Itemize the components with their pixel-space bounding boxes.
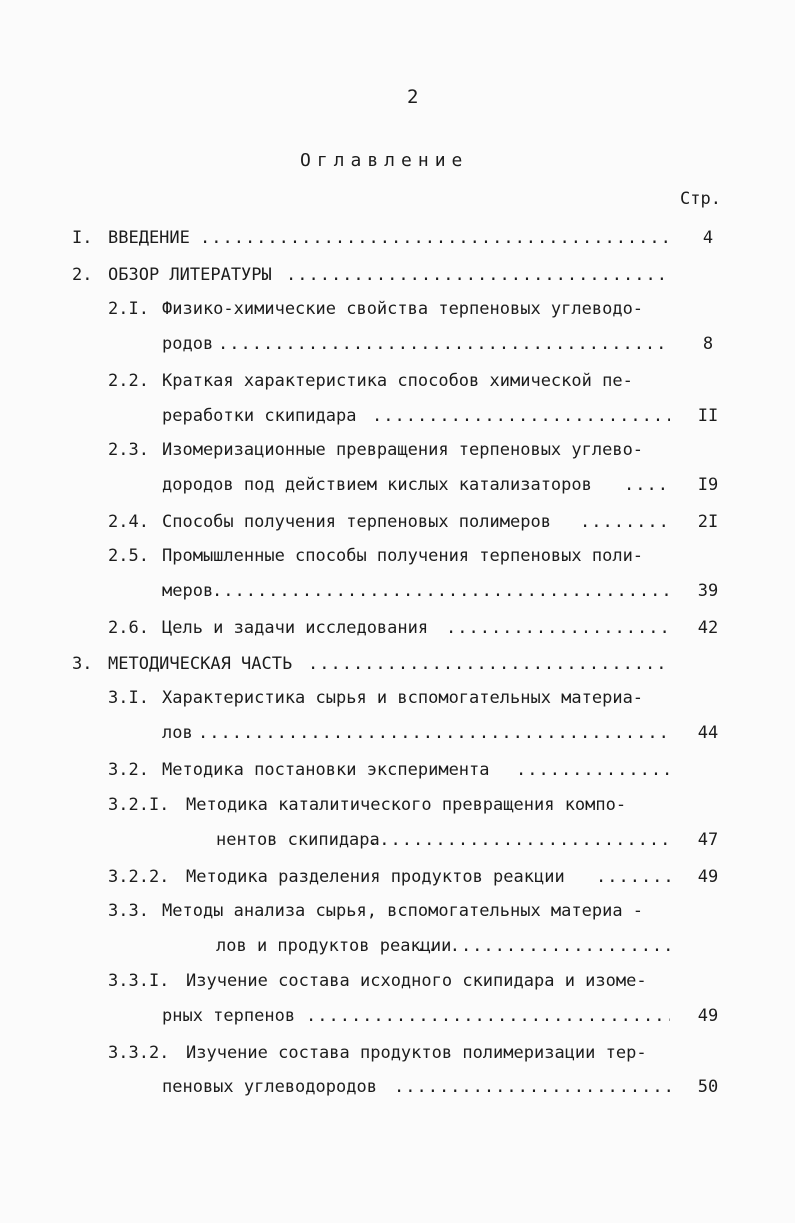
section-number: 2. <box>72 265 93 285</box>
section-title-cont: реработки скипидара <box>162 406 357 426</box>
dot-leader <box>624 473 670 497</box>
page-number: 2 <box>407 86 419 108</box>
page-ref: 50 <box>697 1077 719 1097</box>
section-number: 3.2.2. <box>108 867 170 887</box>
dot-leader <box>516 758 670 782</box>
section-title-cont: пеновых углеводородов <box>162 1077 377 1097</box>
dot-leader <box>286 263 670 287</box>
section-title: Физико-химические свойства терпеновых углеводо- <box>162 299 644 319</box>
page-ref: 8 <box>702 334 714 354</box>
dot-leader <box>198 721 670 745</box>
dot-leader <box>306 1004 670 1028</box>
page-ref: II <box>697 406 719 426</box>
section-title-cont: нентов скипидара <box>216 830 380 850</box>
section-number: 3.3.2. <box>108 1043 170 1063</box>
dot-leader <box>212 579 670 603</box>
page-column-label: Стр. <box>680 189 721 209</box>
page-ref: 49 <box>697 1006 719 1026</box>
page-ref: 49 <box>697 867 719 887</box>
section-title-cont: родов <box>162 334 214 354</box>
section-title: Изучение состава исходного скипидара и изоме- <box>186 971 647 991</box>
section-title: Способы получения терпеновых полимеров <box>162 512 551 532</box>
dot-leader <box>368 828 670 852</box>
section-title: МЕТОДИЧЕСКАЯ ЧАСТЬ <box>108 654 293 674</box>
section-title: Характеристика сырья и вспомогательных материа- <box>162 688 644 708</box>
toc-entry[interactable] <box>0 226 795 250</box>
toc-entry-continuation[interactable] <box>0 579 795 603</box>
page-ref: 44 <box>697 723 719 743</box>
section-title: ВВЕДЕНИЕ <box>108 228 190 248</box>
toc-entry-continuation[interactable] <box>0 332 795 356</box>
toc-entry-continuation[interactable] <box>0 1004 795 1028</box>
toc-entry[interactable] <box>0 758 795 782</box>
toc-entry[interactable] <box>0 510 795 534</box>
dot-leader <box>218 332 670 356</box>
section-number: 2.3. <box>108 440 149 460</box>
dot-leader <box>580 510 670 534</box>
section-title-cont: рных терпенов <box>162 1006 296 1026</box>
section-title: Промышленные способы получения терпеновых поли- <box>162 546 644 566</box>
section-title: Методика каталитического превращения компо- <box>186 795 627 815</box>
toc-entry-continuation[interactable] <box>0 828 795 852</box>
toc-entry-continuation[interactable] <box>0 1075 795 1099</box>
toc-entry[interactable] <box>0 865 795 889</box>
page-ref: I9 <box>697 475 719 495</box>
section-number: 3.2. <box>108 760 149 780</box>
section-title: Методика постановки эксперимента <box>162 760 490 780</box>
section-number: 3.3.I. <box>108 971 170 991</box>
toc-entry[interactable] <box>0 616 795 640</box>
toc-entry-continuation[interactable] <box>0 721 795 745</box>
page-ref: 47 <box>697 830 719 850</box>
section-number: 3.3. <box>108 901 149 921</box>
dot-leader <box>394 1075 670 1099</box>
page-ref: 39 <box>697 581 719 601</box>
section-title: Краткая характеристика способов химической пе- <box>162 371 633 391</box>
page-ref: 2I <box>697 512 719 532</box>
section-title: Методы анализа сырья, вспомогательных материа - <box>162 901 644 921</box>
dot-leader <box>446 616 670 640</box>
toc-entry[interactable] <box>0 438 795 462</box>
section-number: 2.5. <box>108 546 149 566</box>
dot-leader <box>416 934 670 958</box>
section-number: 2.6. <box>108 618 149 638</box>
toc-entry[interactable] <box>0 297 795 321</box>
dot-leader <box>372 404 670 428</box>
toc-entry[interactable] <box>0 652 795 676</box>
section-number: 2.4. <box>108 512 149 532</box>
dot-leader <box>200 226 670 250</box>
toc-entry[interactable] <box>0 793 795 817</box>
section-number: 3.I. <box>108 688 149 708</box>
section-number: 2.2. <box>108 371 149 391</box>
section-title: Изучение состава продуктов полимеризации тер- <box>186 1043 647 1063</box>
toc-entry-continuation[interactable] <box>0 934 795 958</box>
section-number: 2.I. <box>108 299 149 319</box>
page-ref: 42 <box>697 618 719 638</box>
dot-leader <box>596 865 670 889</box>
page-ref: 4 <box>702 228 714 248</box>
dot-leader <box>308 652 670 676</box>
section-title: ОБЗОР ЛИТЕРАТУРЫ <box>108 265 272 285</box>
toc-entry[interactable] <box>0 1041 795 1065</box>
section-title-cont: лов <box>162 723 193 743</box>
section-number: I. <box>72 228 93 248</box>
toc-entry[interactable] <box>0 544 795 568</box>
toc-entry[interactable] <box>0 263 795 287</box>
section-title-cont: лов и продуктов реакции <box>216 936 452 956</box>
section-title-cont: дородов под действием кислых катализаторов <box>162 475 592 495</box>
section-title: Цель и задачи исследования <box>162 618 429 638</box>
toc-entry[interactable] <box>0 369 795 393</box>
toc-title: Оглавление <box>300 150 469 171</box>
section-title: Методика разделения продуктов реакции <box>186 867 565 887</box>
toc-entry-continuation[interactable] <box>0 473 795 497</box>
section-number: 3.2.I. <box>108 795 170 815</box>
toc-entry[interactable] <box>0 969 795 993</box>
toc-entry[interactable] <box>0 686 795 710</box>
toc-entry-continuation[interactable] <box>0 404 795 428</box>
section-title-cont: меров <box>162 581 214 601</box>
toc-entry[interactable] <box>0 899 795 923</box>
section-title: Изомеризационные превращения терпеновых углево- <box>162 440 644 460</box>
section-number: 3. <box>72 654 93 674</box>
